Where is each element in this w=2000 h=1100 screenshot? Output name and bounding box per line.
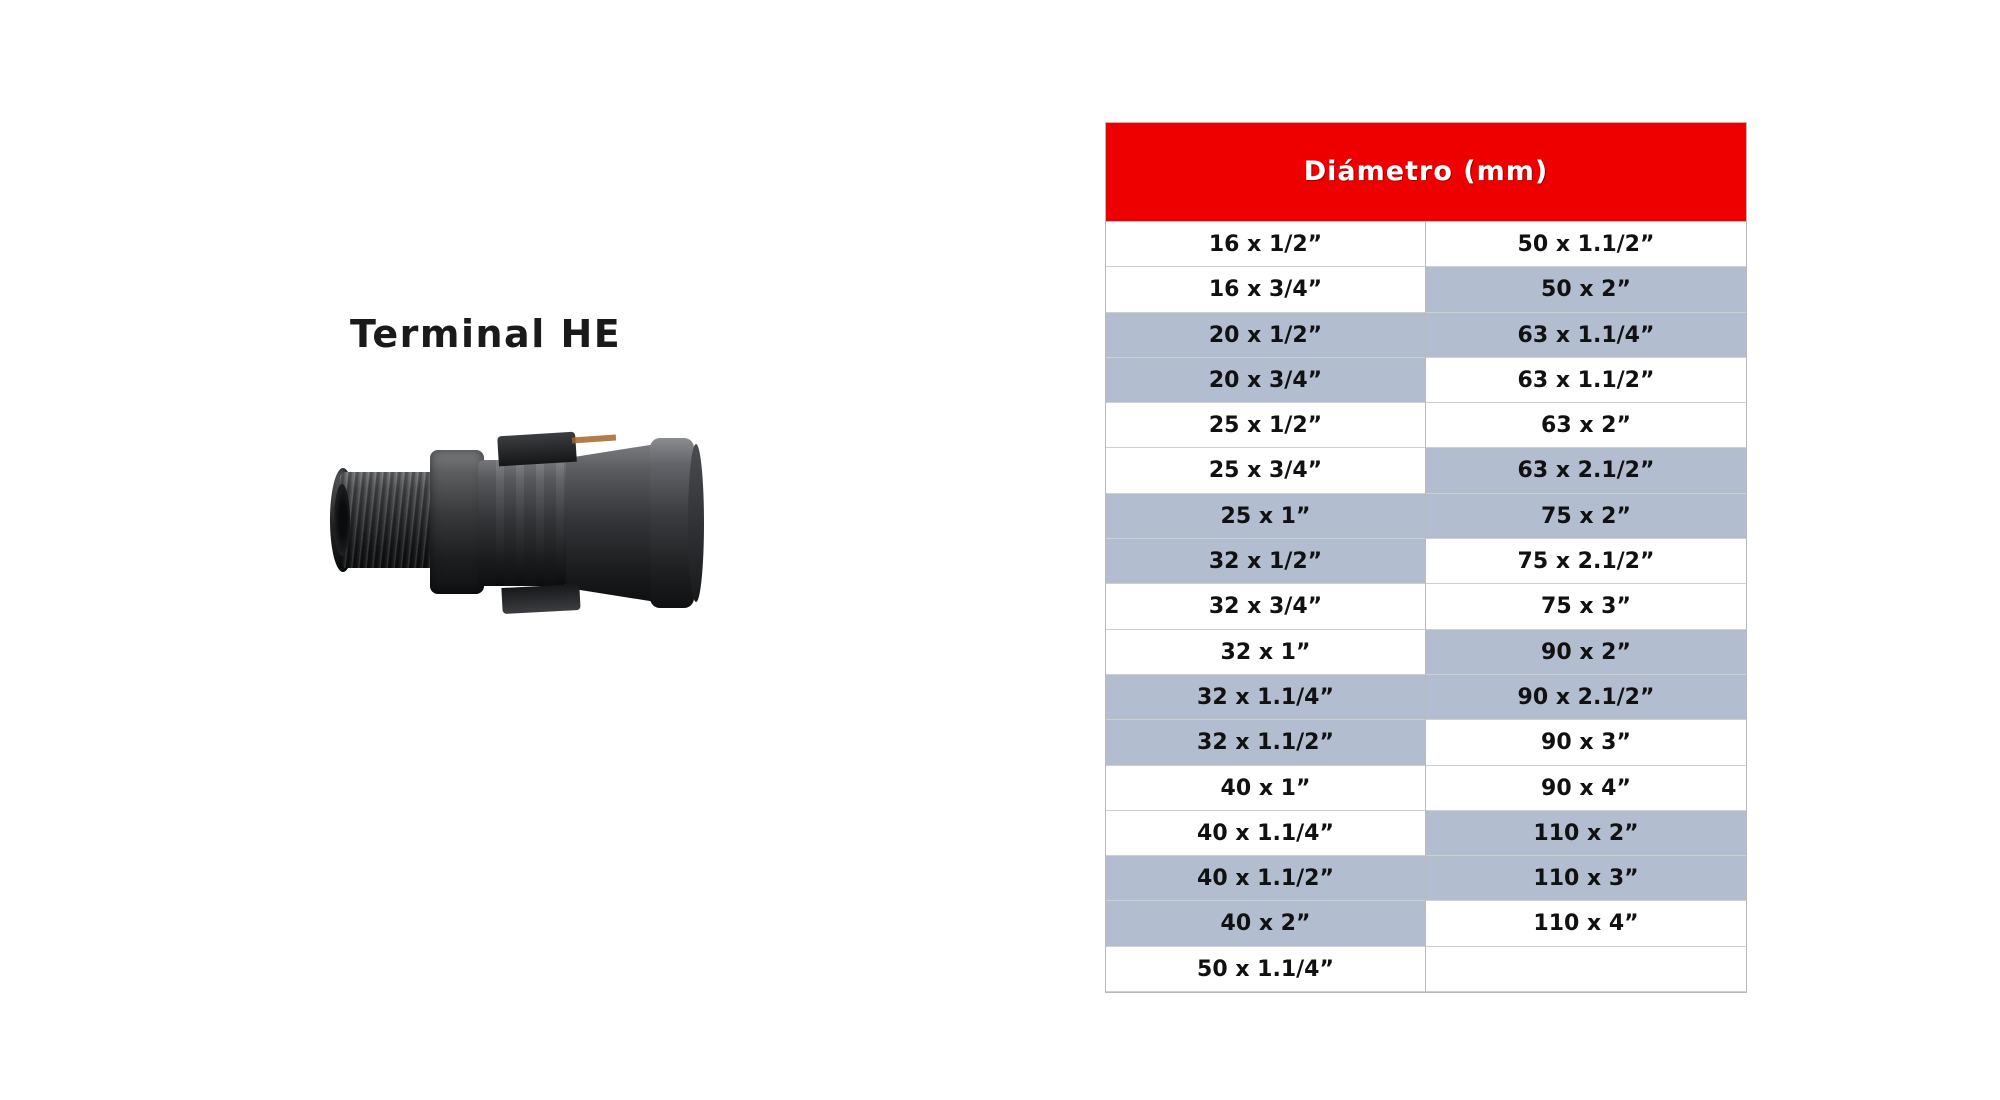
- table-cell: 16 x 3/4”: [1106, 267, 1425, 312]
- table-cell: 40 x 1.1/2”: [1106, 856, 1425, 901]
- table-cell: 63 x 2.1/2”: [1426, 448, 1746, 493]
- table-cell: 40 x 1”: [1106, 766, 1425, 811]
- table-cell: 90 x 2”: [1426, 630, 1746, 675]
- adaptor-thread-grooves: [340, 472, 438, 568]
- table-column-left: [1106, 222, 1426, 992]
- adaptor-bottom-clip: [501, 584, 580, 614]
- adaptor-marking-stripe: [572, 434, 616, 443]
- table-cell: 32 x 3/4”: [1106, 584, 1425, 629]
- table-column-right: [1426, 222, 1746, 992]
- table-cell: 75 x 2.1/2”: [1426, 539, 1746, 584]
- adaptor-rib-4: [556, 460, 564, 586]
- table-cell: 90 x 2.1/2”: [1426, 675, 1746, 720]
- adaptor-rib-2: [516, 460, 524, 586]
- table-cell: 32 x 1”: [1106, 630, 1425, 675]
- table-cell: 63 x 1.1/2”: [1426, 358, 1746, 403]
- adaptor-cone-nut: [566, 444, 656, 602]
- table-cell: 75 x 3”: [1426, 584, 1746, 629]
- table-cell: 50 x 2”: [1426, 267, 1746, 312]
- table-cell: 110 x 4”: [1426, 901, 1746, 946]
- table-cell: 50 x 1.1/4”: [1106, 947, 1425, 992]
- table-cell: 40 x 1.1/4”: [1106, 811, 1425, 856]
- table-header-diametro: Diámetro (mm): [1106, 123, 1746, 222]
- table-body: [1106, 222, 1746, 992]
- table-cell: 110 x 2”: [1426, 811, 1746, 856]
- table-cell: 63 x 1.1/4”: [1426, 313, 1746, 358]
- table-cell: 63 x 2”: [1426, 403, 1746, 448]
- table-cell: 40 x 2”: [1106, 901, 1425, 946]
- table-cell: 75 x 2”: [1426, 494, 1746, 539]
- adaptor-hex-flange: [430, 450, 484, 594]
- adaptor-rib-1: [496, 460, 504, 586]
- diameter-table: [1105, 122, 1747, 993]
- table-cell: 90 x 4”: [1426, 766, 1746, 811]
- table-cell: 16 x 1/2”: [1106, 222, 1425, 267]
- product-image: [320, 410, 720, 630]
- table-cell: 25 x 1”: [1106, 494, 1425, 539]
- table-cell: 20 x 3/4”: [1106, 358, 1425, 403]
- table-cell: 110 x 3”: [1426, 856, 1746, 901]
- adaptor-collar-edge: [688, 444, 704, 602]
- table-cell: 32 x 1/2”: [1106, 539, 1425, 584]
- table-cell: 32 x 1.1/4”: [1106, 675, 1425, 720]
- table-cell: 90 x 3”: [1426, 720, 1746, 765]
- adaptor-top-clip: [497, 432, 577, 467]
- table-cell: 50 x 1.1/2”: [1426, 222, 1746, 267]
- table-cell: 32 x 1.1/2”: [1106, 720, 1425, 765]
- table-cell: 25 x 3/4”: [1106, 448, 1425, 493]
- table-cell: 20 x 1/2”: [1106, 313, 1425, 358]
- adaptor-rib-3: [536, 460, 544, 586]
- table-cell: 25 x 1/2”: [1106, 403, 1425, 448]
- table-cell-empty: [1426, 947, 1746, 992]
- page-title: Terminal HE: [350, 312, 622, 356]
- adaptor-bore-opening: [334, 484, 350, 556]
